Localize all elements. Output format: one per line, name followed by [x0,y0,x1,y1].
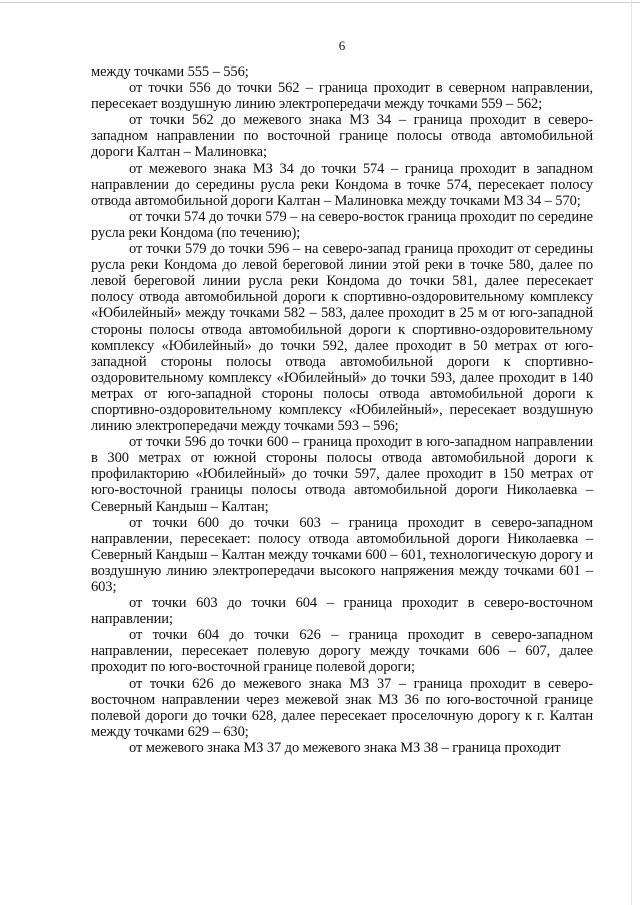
paragraph: от межевого знака МЗ 34 до точки 574 – граница проходит в западном направлении до середины русла реки Кондома в точке 574, пересекает полосу отвода автомобильной дороги Калтан – Малиновка между точками МЗ 34 – 570; [91,160,593,209]
paragraph: от межевого знака МЗ 37 до межевого знака МЗ 38 – граница проходит [129,739,561,756]
page-number: 6 [338,38,346,53]
paragraph: от точки 579 до точки 596 – на северо-запад граница проходит от середины русла реки Кондома до левой береговой линии этой реки в точке 580, далее по левой береговой линии русла реки Кондома до точки 581, далее пересекает полосу отвода автомобильной дороги к спортивно-оздоровительному комплексу «Юбилейный» между точками 582 – 583, далее проходит в 25 м от юго-западной стороны полосы отвода автомобильной дороги к спортивно-оздоровительному комплексу «Юбилейный» до точки 592, далее проходит в 50 метрах от юго-западной стороны полосы отвода автомобильной дороги к спортивно-оздоровительному комплексу «Юбилейный» до точки 593, далее проходит в 140 метрах от юго-западной стороны полосы отвода автомобильной дороги к спортивно-оздоровительному комплексу «Юбилейный», пересекает воздушную линию электропередачи между точками 593 – 596; [91,241,593,435]
paragraph: от точки 574 до точки 579 – на северо-восток граница проходит по середине русла реки Кондома (по течению); [91,208,593,241]
paragraph: от точки 604 до точки 626 – граница проходит в северо-западном направлении, пересекает полевую дорогу между точками 606 – 607, далее проходит по юго-восточной границе полевой дороги; [91,627,593,676]
paragraph: от точки 600 до точки 603 – граница проходит в северо-западном направлении, пересекает: полосу отвода автомобильной дороги Николаевка – Северный Кандыш – Калтан между точками 600 – 601, технологическую дорогу и воздушную линию электропередачи высокого напряжения между точками 601 – 603; [91,514,593,595]
document-body [91,64,593,756]
paragraph: от точки 562 до межевого знака МЗ 34 – граница проходит в северо-западном направлении по восточной границе полосы отвода автомобильной дороги Калтан – Малиновка; [91,112,593,161]
scan-edge-right [631,0,632,905]
paragraph: от точки 603 до точки 604 – граница проходит в северо-восточном направлении; [91,595,593,628]
paragraph: от точки 596 до точки 600 – граница проходит в юго-западном направлении в 300 метрах от южной стороны полосы отвода автомобильной дороги к профилакторию «Юбилейный» до точки 597, далее проходит в 150 метрах от юго-восточной границы полосы отвода автомобильной дороги Николаевка – Северный Кандыш – Калтан; [91,434,593,515]
paragraph: от точки 626 до межевого знака МЗ 37 – граница проходит в северо-восточном направлении через межевой знак МЗ 36 по юго-восточной границе полевой дороги до точки 628, далее пересекает проселочную дорогу к г. Калтан между точками 629 – 630; [91,675,593,740]
scan-edge-top [0,2,640,3]
paragraph-continuation: между точками 555 – 556; [91,64,249,80]
paragraph: от точки 556 до точки 562 – граница проходит в северном направлении, пересекает воздушную линию электропередачи между точками 559 – 562; [91,80,593,113]
